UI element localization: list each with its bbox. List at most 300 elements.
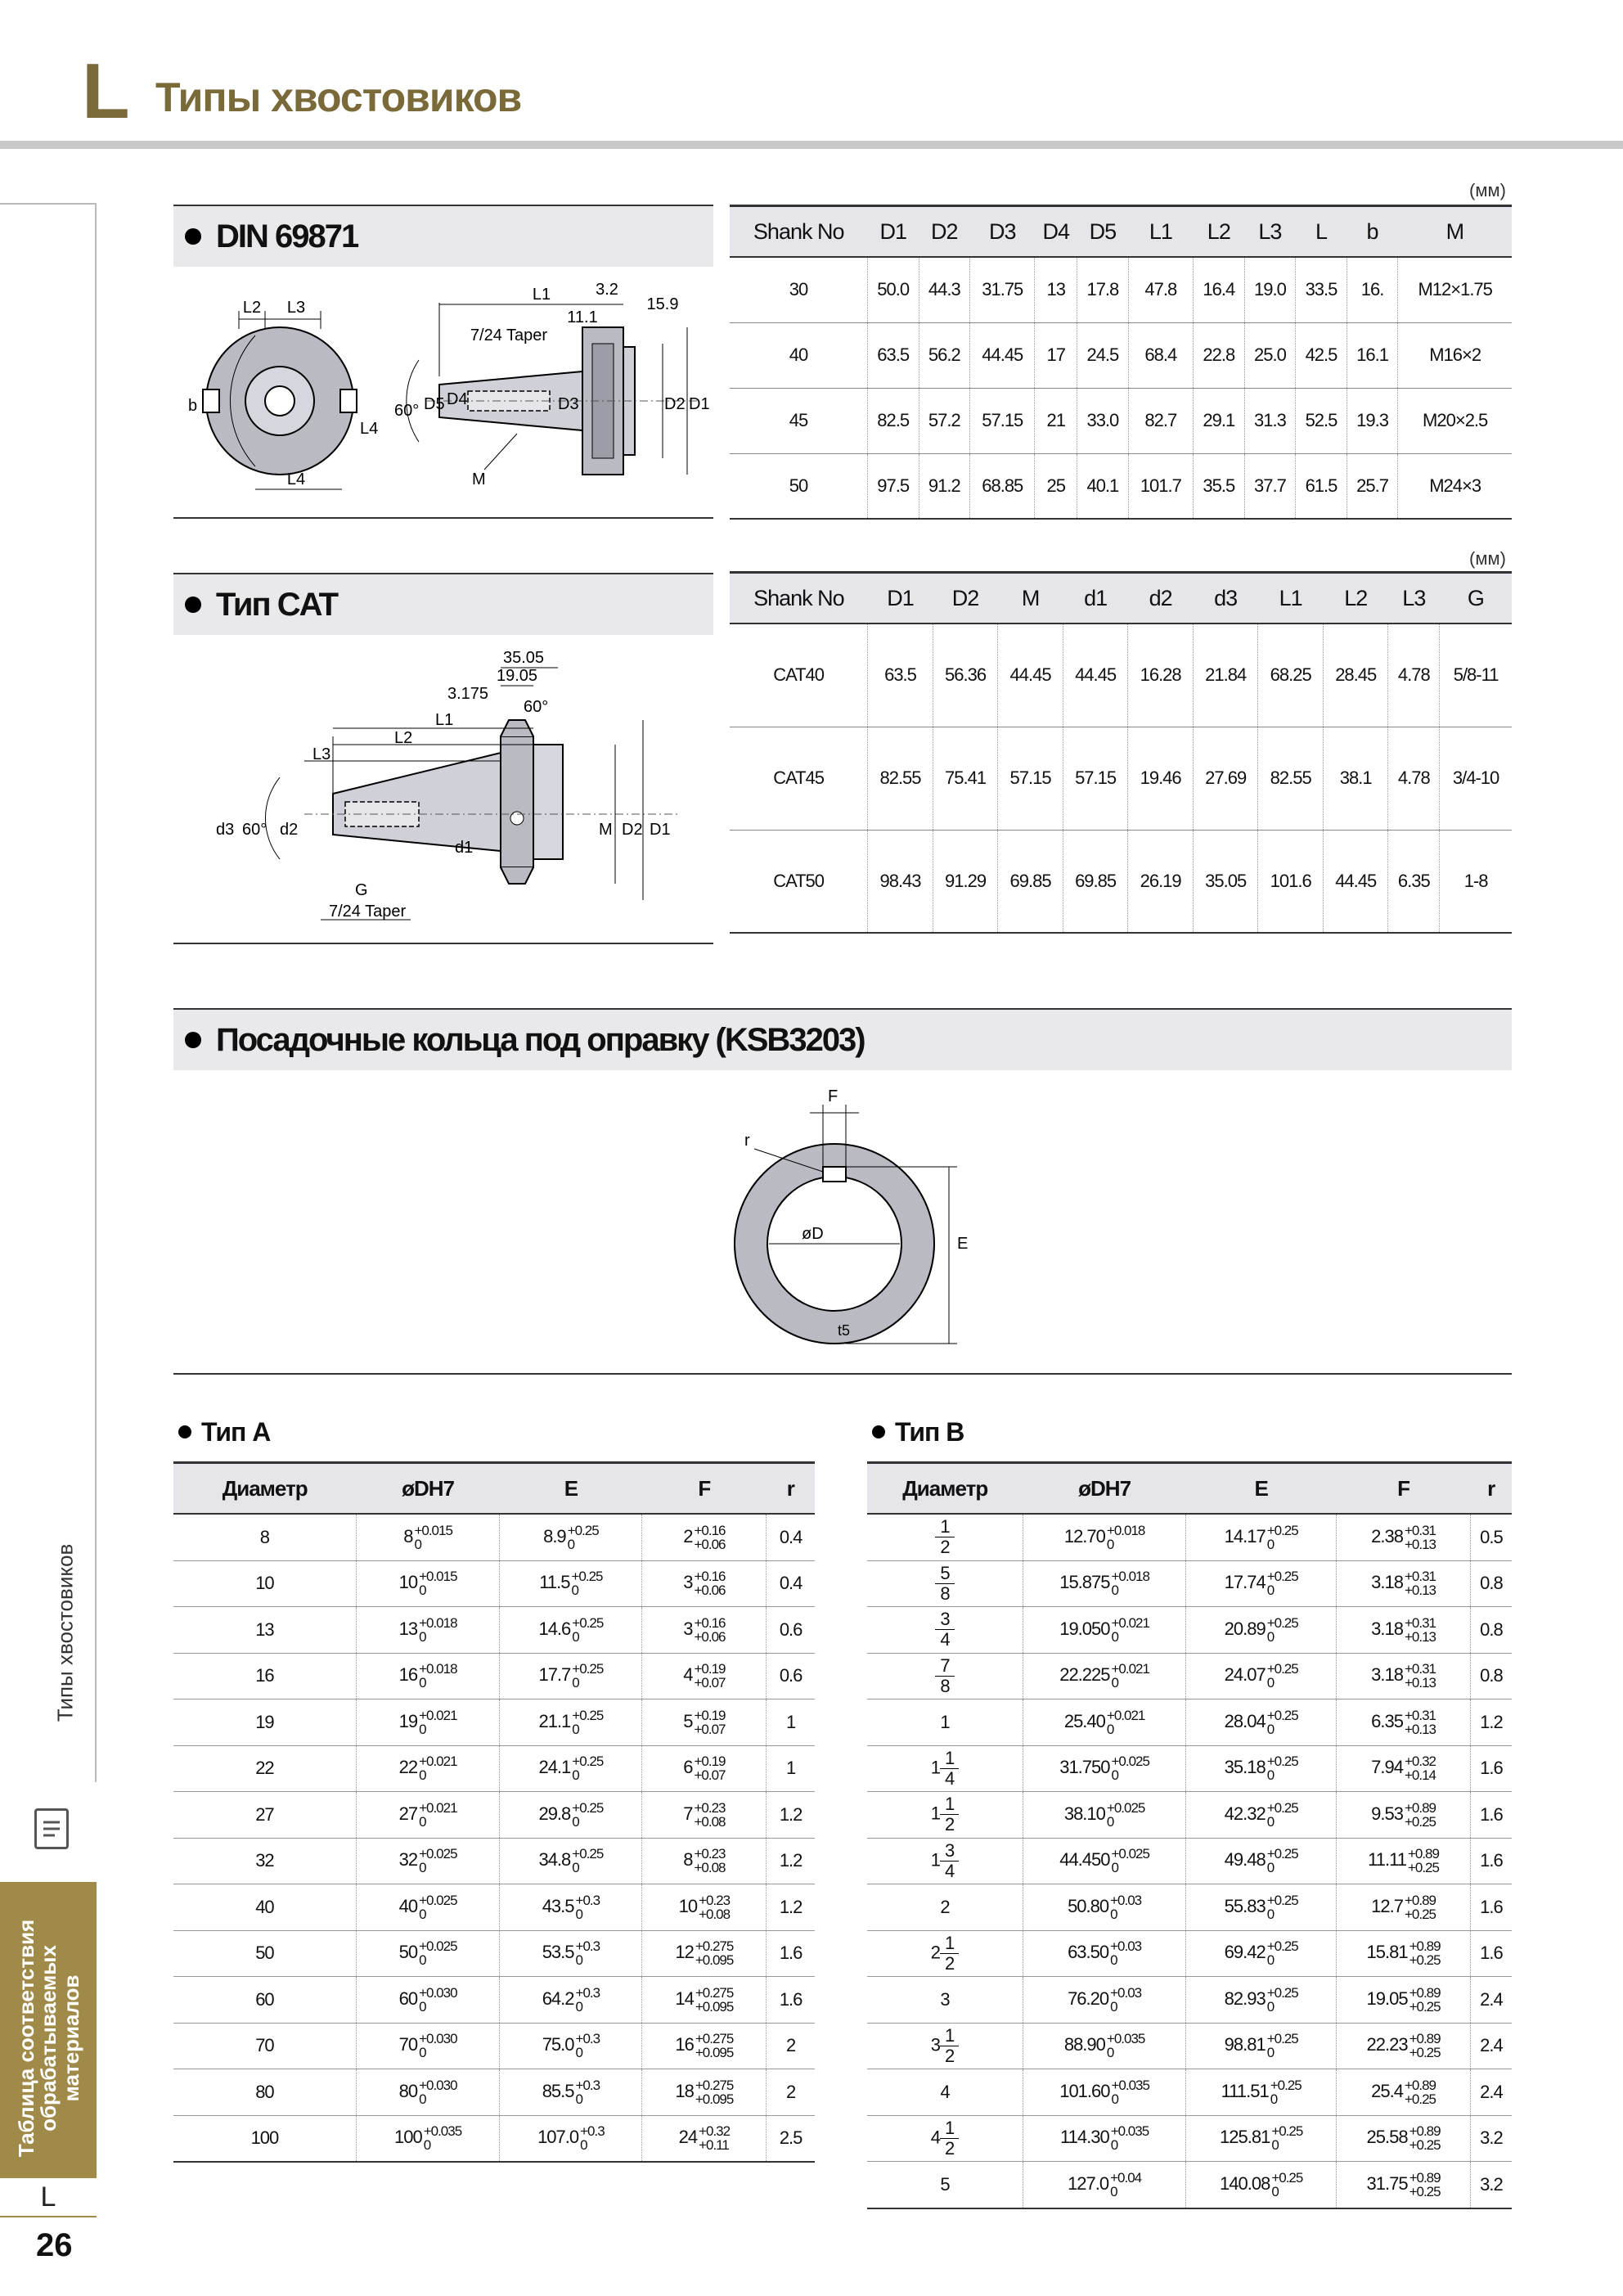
r-cell: 3.2	[1470, 2162, 1512, 2208]
cat-col-sd2: d2	[1128, 573, 1194, 624]
cat-col-l2: L2	[1323, 573, 1388, 624]
din-col-shank: Shank No	[730, 206, 867, 258]
value: 6	[683, 1757, 693, 1778]
din-dimensions-table	[730, 205, 1512, 520]
din-cell: 16.	[1347, 257, 1398, 322]
tol-upper: +0.025	[1106, 1799, 1145, 1816]
diameter-cell	[867, 2162, 1023, 2208]
tol-cell	[356, 1977, 499, 2024]
fraction-numerator: 1	[940, 1794, 959, 1815]
tol-lower: +0.095	[695, 2091, 734, 2107]
tol-lower: +0.08	[694, 1860, 726, 1876]
tol-upper: +0.035	[423, 2123, 462, 2140]
din-cell: 33.5	[1296, 257, 1347, 322]
tol-upper: +0.89	[1404, 1799, 1436, 1816]
tol-lower: +0.25	[1409, 2137, 1441, 2154]
din-cell: 52.5	[1296, 388, 1347, 453]
tolerance	[419, 1616, 456, 1644]
tol-upper: +0.030	[419, 2031, 457, 2047]
cat-label-taper: 7/24 Taper	[329, 903, 407, 921]
tol-upper: +0.03	[1110, 1938, 1142, 1955]
tol-cell	[1337, 1699, 1471, 1746]
diameter-whole: 1	[930, 1757, 940, 1778]
tol-upper: +0.275	[695, 2031, 734, 2047]
din-col-d4: D4	[1035, 206, 1077, 258]
din-col-b: b	[1347, 206, 1398, 258]
din-cell: 68.85	[970, 453, 1035, 519]
type-a-header	[173, 1463, 815, 1515]
tol-lower: 0	[1266, 1675, 1275, 1691]
tolerance	[694, 1662, 725, 1690]
tolerance	[1267, 2032, 1298, 2060]
diameter-cell	[867, 1884, 1023, 1931]
din-cell: 19.3	[1347, 388, 1398, 453]
fraction	[940, 2118, 959, 2159]
tol-upper: +0.021	[1111, 1661, 1149, 1677]
fraction-numerator: 1	[935, 1517, 954, 1537]
value: 107.0	[537, 2127, 579, 2148]
din-cell: 29.1	[1194, 388, 1245, 453]
tol-upper: +0.03	[1110, 1892, 1142, 1908]
tolerance	[419, 1754, 456, 1782]
cat-label-g: G	[355, 881, 368, 899]
din-label-d5: D5	[424, 395, 445, 413]
diameter-cell: 60	[173, 1977, 356, 2024]
tol-cell	[1337, 2115, 1471, 2162]
diameter-cell: 8	[173, 1514, 356, 1560]
tolerance	[1267, 1893, 1298, 1921]
tol-upper: +0.030	[419, 2077, 457, 2093]
din-cell: 16.4	[1194, 257, 1245, 322]
tol-lower: +0.07	[694, 1721, 726, 1737]
tol-upper: +0.3	[575, 1984, 600, 2001]
diameter-cell	[867, 1653, 1023, 1699]
tol-upper: +0.030	[419, 1984, 457, 2001]
tol-cell	[500, 1514, 642, 1560]
diameter-whole: 4	[940, 2081, 950, 2102]
r-cell: 2	[767, 2069, 815, 2116]
value: 3.18	[1371, 1618, 1403, 1639]
tolerance	[695, 1986, 733, 2014]
tolerance	[1409, 2032, 1441, 2060]
tolerance	[1107, 1524, 1144, 1551]
r-cell: 1.6	[1470, 1930, 1512, 1977]
tol-cell	[1337, 1838, 1471, 1884]
tol-upper: +0.25	[1266, 1522, 1298, 1538]
din-row	[730, 257, 1512, 322]
value: 14.6	[538, 1618, 571, 1639]
diameter-cell	[867, 1838, 1023, 1884]
type-a-row	[173, 1930, 815, 1977]
din-cell: 45	[730, 388, 867, 453]
tol-upper: +0.23	[694, 1799, 726, 1816]
r-cell: 2	[767, 2023, 815, 2069]
diameter-cell: 32	[173, 1838, 356, 1884]
cat-label-35-05: 35.05	[502, 649, 545, 667]
value: 3	[683, 1572, 693, 1593]
value: 11.11	[1368, 1849, 1406, 1871]
tol-lower: +0.25	[1407, 1860, 1439, 1876]
type-b-row	[867, 2162, 1512, 2208]
tolerance	[576, 2032, 600, 2060]
value: 9.53	[1371, 1803, 1403, 1824]
value: 43.5	[542, 1895, 574, 1916]
din-cell: 31.3	[1244, 388, 1296, 453]
fraction-denominator: 8	[940, 1675, 950, 1696]
tolerance	[572, 1616, 603, 1644]
tol-cell	[642, 1607, 767, 1654]
tolerance	[694, 1708, 725, 1736]
diameter-cell	[867, 2069, 1023, 2116]
tol-lower: 0	[1271, 2183, 1279, 2199]
tol-upper: +0.25	[572, 1846, 604, 1862]
tol-cell	[1023, 1792, 1186, 1839]
value: 38.10	[1063, 1803, 1105, 1824]
din-cell: 17.8	[1077, 257, 1129, 322]
tolerance	[1267, 1939, 1298, 1967]
tolerance	[1267, 1569, 1298, 1597]
diameter-cell: 22	[173, 1745, 356, 1792]
value: 31.75	[1366, 2172, 1408, 2194]
tolerance	[1405, 1616, 1436, 1644]
r-cell: 0.8	[1470, 1607, 1512, 1654]
ring-label-od: øD	[802, 1225, 824, 1243]
tol-lower: 0	[1111, 1767, 1118, 1784]
diameter-cell	[867, 1745, 1023, 1792]
tolerance	[699, 1893, 730, 1921]
diameter-whole: 3	[940, 1988, 950, 2010]
cat-cell: 35.05	[1193, 830, 1258, 933]
r-cell: 0.8	[1470, 1653, 1512, 1699]
tol-lower: +0.095	[695, 2045, 734, 2061]
tol-upper: +0.035	[1106, 2031, 1145, 2047]
tol-upper: +0.25	[1266, 1661, 1298, 1677]
tol-upper: +0.25	[1270, 2077, 1302, 2093]
diameter-cell	[867, 1977, 1023, 2024]
cat-cell: 44.45	[998, 624, 1063, 727]
tol-cell	[1186, 1792, 1337, 1839]
value: 114.30	[1060, 2127, 1109, 2148]
din-cell: M16×2	[1398, 322, 1512, 388]
type-b-col-r: r	[1470, 1463, 1512, 1515]
tolerance	[1112, 2078, 1149, 2106]
value: 12	[675, 1942, 694, 1963]
value: 17.74	[1224, 1572, 1266, 1593]
fraction	[935, 1564, 954, 1604]
din-cell: 47.8	[1128, 257, 1193, 322]
tol-upper: +0.32	[699, 2123, 731, 2140]
cat-shank-diagram	[173, 638, 713, 941]
cat-cell: 69.85	[998, 830, 1063, 933]
type-a-row	[173, 2023, 815, 2069]
rings-heading-text: Посадочные кольца под оправку (KSB3203)	[216, 1021, 865, 1058]
cat-label-d1: d1	[455, 839, 474, 857]
din-cell: 31.75	[970, 257, 1035, 322]
tol-lower: 0	[571, 1582, 578, 1599]
tol-upper: +0.3	[575, 1892, 600, 1908]
tol-upper: +0.16	[694, 1569, 726, 1585]
type-b-title: Тип B	[895, 1416, 964, 1447]
din-label-l3: L3	[286, 299, 306, 317]
r-cell: 1.6	[767, 1977, 815, 2024]
tol-lower: 0	[1111, 2091, 1118, 2107]
type-b-table	[867, 1461, 1512, 2209]
tol-upper: +0.275	[695, 2077, 734, 2093]
cat-row	[730, 624, 1512, 727]
cat-dimensions-table	[730, 571, 1512, 934]
type-b-row	[867, 1884, 1512, 1931]
bullet-icon	[185, 228, 201, 245]
tol-cell	[1023, 1560, 1186, 1607]
tol-cell	[356, 1607, 499, 1654]
cat-heading-text: Тип CAT	[216, 586, 338, 623]
tol-upper: +0.25	[1266, 1569, 1298, 1585]
tolerance	[1267, 1708, 1298, 1736]
din-cell: 82.7	[1128, 388, 1193, 453]
tol-lower: 0	[1110, 1952, 1117, 1969]
diameter-cell: 16	[173, 1653, 356, 1699]
diameter-cell: 19	[173, 1699, 356, 1746]
cat-cell: 27.69	[1193, 727, 1258, 830]
value: 80	[398, 2080, 418, 2101]
tolerance	[1405, 1569, 1436, 1597]
tol-cell	[642, 1838, 767, 1884]
tol-upper: +0.25	[1266, 1754, 1298, 1770]
tol-upper: +0.03	[1110, 1984, 1142, 2001]
diameter-cell	[867, 1514, 1023, 1560]
tol-upper: +0.018	[419, 1661, 457, 1677]
tol-upper: +0.021	[1111, 1614, 1149, 1631]
tolerance	[1112, 1662, 1149, 1690]
type-b-col-diameter: Диаметр	[867, 1463, 1023, 1515]
bullet-icon	[185, 1032, 201, 1048]
tol-upper: +0.015	[419, 1569, 457, 1585]
din-label-d2: D2	[664, 395, 686, 413]
cat-label-angle: 60°	[242, 821, 268, 839]
diameter-cell: 10	[173, 1560, 356, 1607]
r-cell: 1.2	[767, 1838, 815, 1884]
value: 125.81	[1220, 2127, 1270, 2148]
value: 31.750	[1059, 1757, 1110, 1778]
din-label-l4: L4	[360, 420, 379, 438]
value: 15.81	[1366, 1942, 1408, 1963]
tolerance	[694, 1754, 725, 1782]
type-a-row	[173, 1792, 815, 1839]
tol-upper: +0.32	[1404, 1754, 1436, 1770]
tolerance	[572, 1801, 603, 1829]
tol-lower: 0	[572, 1628, 579, 1645]
fraction-numerator: 3	[940, 1841, 959, 1862]
type-b-row	[867, 1699, 1512, 1746]
tol-cell	[1186, 2023, 1337, 2069]
value: 19	[398, 1710, 418, 1731]
tol-upper: +0.25	[1266, 1984, 1298, 2001]
tol-lower: 0	[575, 2091, 582, 2107]
value: 16	[675, 2034, 694, 2055]
din-label-angle: 60°	[394, 402, 420, 420]
tol-lower: +0.13	[1404, 1675, 1436, 1691]
type-a-row	[173, 1653, 815, 1699]
tolerance	[572, 1708, 603, 1736]
value: 69.42	[1224, 1942, 1266, 1963]
tolerance	[694, 1616, 725, 1644]
value: 28.04	[1224, 1710, 1266, 1731]
tol-cell	[1337, 1653, 1471, 1699]
tol-upper: +0.19	[694, 1754, 726, 1770]
tol-cell	[1186, 1977, 1337, 2024]
value: 8	[683, 1849, 693, 1871]
tol-cell	[356, 1792, 499, 1839]
value: 13	[398, 1618, 418, 1639]
tol-lower: 0	[419, 2091, 426, 2107]
tol-lower: +0.13	[1404, 1628, 1436, 1645]
tol-lower: 0	[1106, 1721, 1114, 1737]
din-col-d1: D1	[867, 206, 919, 258]
bullet-icon	[185, 597, 201, 613]
cat-label-l3: L3	[312, 745, 331, 763]
value: 88.90	[1063, 2034, 1105, 2055]
value: 64.2	[542, 1988, 574, 2009]
tolerance	[1267, 1754, 1298, 1782]
value: 14.17	[1224, 1525, 1266, 1546]
tol-cell	[1186, 1653, 1337, 1699]
fraction-numerator: 7	[935, 1656, 954, 1677]
r-cell: 1	[767, 1699, 815, 1746]
din-col-d3: D3	[970, 206, 1035, 258]
tol-cell	[1186, 2115, 1337, 2162]
fraction-numerator: 1	[940, 2026, 959, 2046]
tol-cell	[1337, 1607, 1471, 1654]
din-cell: 33.0	[1077, 388, 1129, 453]
value: 32	[398, 1849, 418, 1871]
tol-cell	[356, 1560, 499, 1607]
cat-cell: 82.55	[868, 727, 933, 830]
fraction-denominator: 2	[945, 1952, 955, 1974]
tol-cell	[1186, 1607, 1337, 1654]
tol-upper: +0.25	[1266, 1938, 1298, 1955]
type-a-row	[173, 1977, 815, 2024]
materials-tab-label[interactable]: Таблица соответствия обрабатываемых материалов	[14, 1919, 83, 2158]
cat-section-heading	[173, 573, 713, 635]
tol-upper: +0.31	[1404, 1522, 1436, 1538]
cat-label-D1: D1	[650, 821, 671, 839]
value: 21.1	[538, 1710, 571, 1731]
cat-label-d3: d3	[216, 821, 235, 839]
tol-lower: 0	[572, 1813, 579, 1830]
fraction	[935, 1609, 954, 1650]
r-cell: 1.2	[767, 1792, 815, 1839]
type-b-row	[867, 2115, 1512, 2162]
tolerance	[1405, 1893, 1436, 1921]
tol-lower: +0.25	[1404, 1906, 1436, 1922]
tol-lower: +0.13	[1404, 1721, 1436, 1737]
cat-cell: 91.29	[933, 830, 998, 933]
value: 24	[678, 2127, 698, 2148]
value: 8.9	[543, 1525, 566, 1546]
tolerance	[424, 2124, 461, 2152]
tol-cell	[1337, 2069, 1471, 2116]
value: 22.23	[1366, 2034, 1408, 2055]
tolerance	[419, 1893, 456, 1921]
value: 101.60	[1059, 2080, 1110, 2101]
tol-cell	[500, 1930, 642, 1977]
diameter-whole: 1	[940, 1711, 950, 1732]
type-a-row	[173, 1745, 815, 1792]
fraction-denominator: 2	[945, 2045, 955, 2066]
value: 22.225	[1059, 1664, 1110, 1686]
cat-cell: 56.36	[933, 624, 998, 727]
tol-upper: +0.025	[1111, 1754, 1149, 1770]
tol-cell	[500, 1838, 642, 1884]
tol-lower: +0.25	[1404, 2091, 1436, 2107]
tol-lower: 0	[419, 1860, 426, 1876]
type-a-title: Тип A	[201, 1416, 271, 1447]
value: 12.7	[1371, 1895, 1403, 1916]
din-label-l1: L1	[532, 286, 551, 304]
type-b-col-odh7: øDH7	[1023, 1463, 1186, 1515]
tol-upper: +0.31	[1404, 1707, 1436, 1723]
din-label-3-2: 3.2	[596, 281, 618, 299]
value: 27	[398, 1803, 418, 1824]
din-row	[730, 453, 1512, 519]
tol-upper: +0.25	[572, 1707, 604, 1723]
cat-col-shank: Shank No	[730, 573, 868, 624]
tol-cell	[642, 2115, 767, 2162]
tolerance	[694, 1801, 725, 1829]
fraction-denominator: 4	[940, 1629, 950, 1650]
tol-upper: +0.89	[1409, 2169, 1441, 2186]
din-label-d3: D3	[558, 395, 579, 413]
type-a-row	[173, 1514, 815, 1560]
r-cell: 2.4	[1470, 1977, 1512, 2024]
tolerance	[1270, 2078, 1302, 2106]
tolerance	[1107, 1801, 1144, 1829]
tol-cell	[500, 1792, 642, 1839]
tolerance	[419, 1708, 456, 1736]
tol-upper: +0.021	[419, 1754, 457, 1770]
diameter-cell	[867, 1792, 1023, 1839]
cat-cell: 38.1	[1323, 727, 1388, 830]
tol-upper: +0.16	[694, 1522, 726, 1538]
tol-cell	[1186, 1514, 1337, 1560]
notebook-icon[interactable]	[34, 1808, 69, 1849]
tolerance	[1107, 1708, 1144, 1736]
tol-lower: 0	[1110, 2183, 1117, 2199]
tolerance	[1405, 1662, 1436, 1690]
din-row	[730, 388, 1512, 453]
r-cell: 1.6	[767, 1930, 815, 1977]
tol-cell	[1023, 1745, 1186, 1792]
din-cell: 101.7	[1128, 453, 1193, 519]
type-a-col-odh7: øDH7	[356, 1463, 499, 1515]
r-cell: 0.8	[1470, 1560, 1512, 1607]
tol-lower: 0	[1270, 2091, 1278, 2107]
cat-label-m: M	[599, 821, 613, 839]
din-cell: 68.4	[1128, 322, 1193, 388]
tol-cell	[642, 1653, 767, 1699]
value: 3.18	[1371, 1572, 1403, 1593]
tol-upper: +0.015	[414, 1522, 452, 1538]
value: 3.18	[1371, 1664, 1403, 1686]
tol-lower: +0.07	[694, 1675, 726, 1691]
tolerance	[571, 1569, 602, 1597]
cat-cell: 98.43	[868, 830, 933, 933]
diameter-cell: 40	[173, 1884, 356, 1931]
value: 2	[683, 1525, 693, 1546]
value: 14	[675, 1988, 694, 2009]
din-cell: 13	[1035, 257, 1077, 322]
diameter-cell	[867, 1930, 1023, 1977]
